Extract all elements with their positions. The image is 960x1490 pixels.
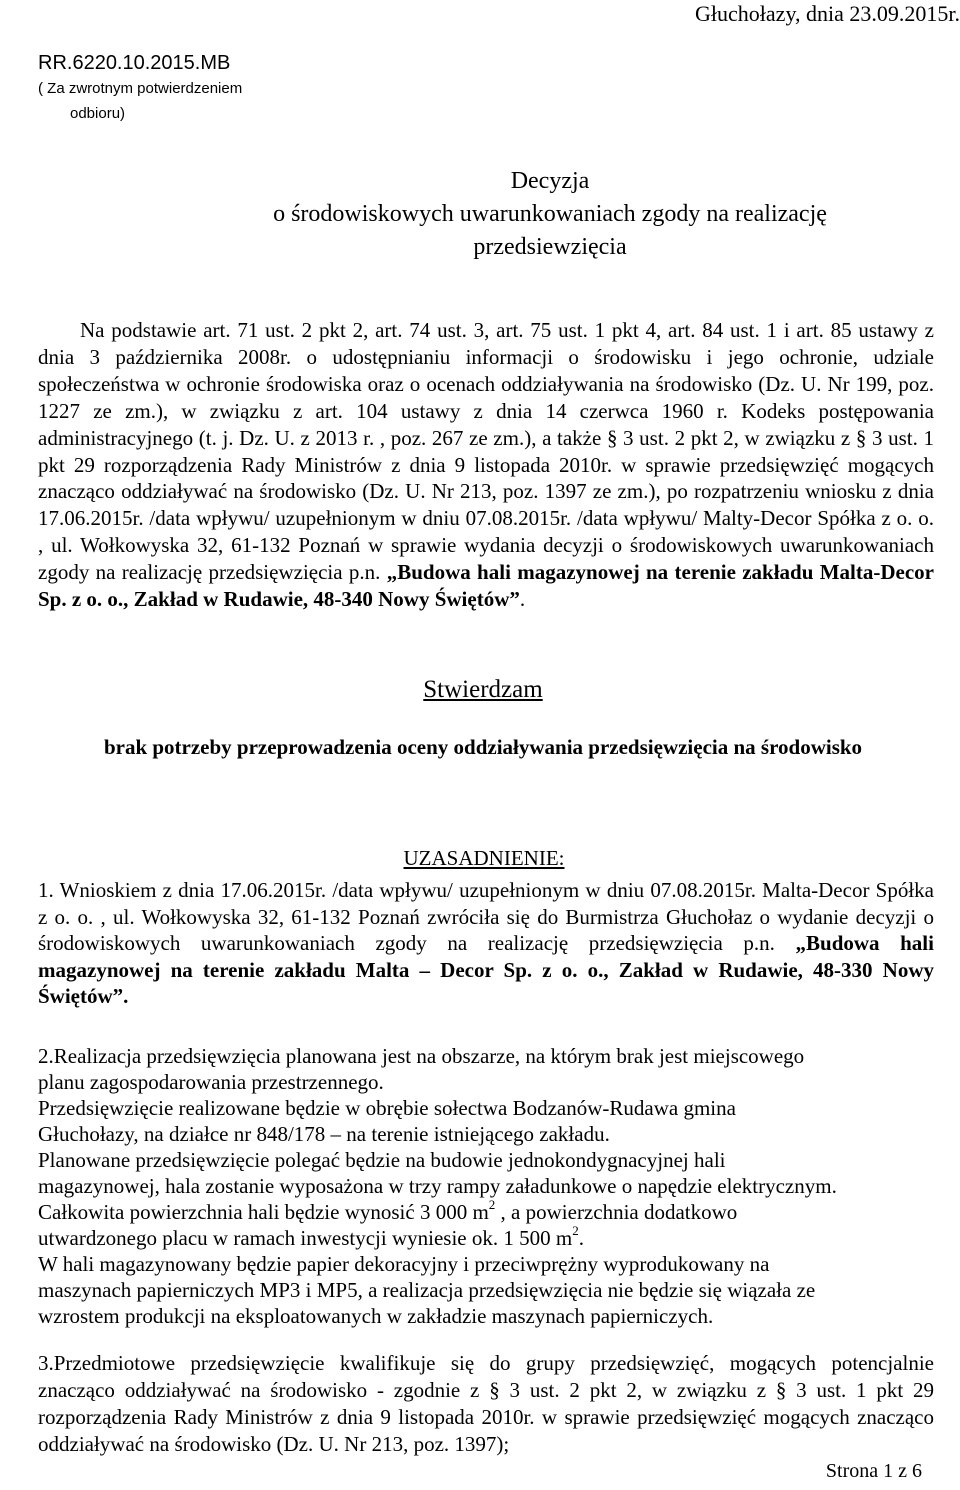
legal-basis-paragraph [38,317,934,613]
point2-line: Głuchołazy, na działce nr 848/178 – na terenie istniejącego zakładu. [38,1122,610,1146]
point3-text-3: 3 ust. 1 pkt 29 rozporządzenia Rady Ministrów z dnia 9 listopada 2010r. w sprawie przedsięwzięć mogących znacząco oddziaływać na środowisko (Dz. U. Nr 213, poz. 1397); [38,1378,934,1456]
decision-heading: Stwierdzam [423,676,543,703]
hall-area-text: Całkowita powierzchnia hali będzie wynosić 3 000 m [38,1200,489,1224]
delivery-note-line2: odbioru) [70,105,126,122]
justification-point-2 [38,1043,934,1329]
point2-line: W hali magazynowany będzie papier dekoracyjny i przeciwprężny wyprodukowany na [38,1252,770,1276]
section-sign: § [855,425,867,450]
intro-text-3: 3 ust. 1 pkt 29 rozporządzenia Rady Ministrów z dnia 9 listopada 2010r. w sprawie przedsięwzięć mogących znacząco oddziaływać na środowisko (Dz. U. Nr 213, poz. 1397 ze zm.), po rozpatrzeniu wniosku z dnia 17.06.2015r. /data wpływu/ uzupełnionym w dniu 07.08.2015r. /data wpływu/ Malty-Decor Spółka z o. o. , ul. Wołkowyska 32, 61-132 Poznań w sprawie wydania decyzji o środowiskowych uwarunkowaniach zgody na realizację przedsięwzięcia p.n. [38,425,934,585]
section-sign: § [489,1378,500,1402]
point2-line: wzrostem produkcji na eksploatowanych w zakładzie maszynach papierniczych. [38,1304,714,1328]
title-line2: o środowiskowych uwarunkowaniach zgody na realizację [273,201,827,227]
justification-point-1 [38,877,934,1010]
point2-line: planu zagospodarowania przestrzennego. [38,1070,384,1094]
title-line1: Decyzja [510,168,590,194]
superscript: 2 [488,1197,496,1212]
yard-area-text: utwardzonego placu w ramach inwestycji wyniesie ok. 1 500 m [38,1226,573,1250]
intro-end: . [519,587,526,612]
justification-point-3 [38,1350,934,1458]
point2-line: maszynach papierniczych MP3 i MP5, a realizacja przedsięwzięcia nie będzie się wiązała ze [38,1278,816,1302]
superscript: 2 [572,1223,579,1238]
point3-text-1: 3.Przedmiotowe przedsięwzięcie kwalifikuje się do grupy przedsięwzięć, mogących potencjalnie znacząco oddziaływać na środowisko - zgodnie z [38,1351,934,1402]
place-and-date: Głuchołazy, dnia 23.09.2015r. [695,1,960,26]
point2-line: Przedsięwzięcie realizowane będzie w obrębie sołectwa Bodzanów-Rudawa gmina [38,1096,736,1120]
point2-line: Planowane przedsięwzięcie polegać będzie na budowie jednokondygnacyjnej hali [38,1148,726,1172]
point2-line: 2.Realizacja przedsięwzięcia planowana jest na obszarze, na którym brak jest miejscowego [38,1044,805,1068]
intro-text-1: Na podstawie art. 71 ust. 2 pkt 2, art. 74 ust. 3, art. 75 ust. 1 pkt 4, art. 84 ust. 1 i art. 85 ustawy z dnia 3 października 2008r. o udostępnianiu informacji o środowisku i jego ochronie, udziale społeczeństwa w ochronie środowiska oraz o ocenach oddziaływania na środowisko (Dz. U. Nr 199, poz. 1227 ze zm.), w związku z art. 104 ustawy z dnia 14 czerwca 1960 r. Kodeks postępowania administracyjnego (t. j. Dz. U. z 2013 r. , poz. 267 ze zm.), a także [38,318,934,450]
yard-area-text-end: . [578,1226,584,1250]
point2-area-line [38,1199,934,1225]
page-number: Strona 1 z 6 [825,1460,922,1482]
title-line3: przedsiewzięcia [473,234,627,260]
section-sign: § [606,425,618,450]
point2-line: magazynowej, hala zostanie wyposażona w trzy rampy załadunkowe o napędzie elektrycznym. [38,1174,837,1198]
project-name: „Budowa hali magazynowej na terenie zakładu Malta-Decor Sp. z o. o., Zakład w Rudawie, 48-340 Nowy Świętów” [38,560,934,612]
hall-area-text-end: , a powierzchnia dodatkowo [495,1200,738,1224]
intro-text-2: 3 ust. 2 pkt 2, w związku z [617,425,856,450]
document-title [0,165,960,264]
point1-text: 1. Wnioskiem z dnia 17.06.2015r. /data wpływu/ uzupełnionym w dniu 07.08.2015r. Malta-Decor Spółka z o. o. , ul. Wołkowyska 32, 61-132 Poznań zwróciła się do Burmistrza Głuchołaz o wydanie decyzji o środowiskowych uwarunkowaniach zgody na realizację przedsięwzięcia p.n. [38,878,934,956]
justification-heading: UZASADNIENIE: [403,846,565,870]
point1-project-name: „Budowa hali magazynowej na terenie zakładu Malta – Decor Sp. z o. o., Zakład w Rudawie, 48-330 Nowy Świętów”. [38,931,934,1009]
decision-finding: brak potrzeby przeprowadzenia oceny oddziaływania przedsięwzięcia na środowisko [103,735,863,759]
case-reference-number: RR.6220.10.2015.MB [38,52,231,74]
point3-text-2: 3 ust. 2 pkt 2, w związku z [499,1378,776,1402]
delivery-note-line1: ( Za zwrotnym potwierdzeniem [38,80,243,97]
point2-area-line [38,1225,934,1251]
section-sign: § [775,1378,787,1402]
